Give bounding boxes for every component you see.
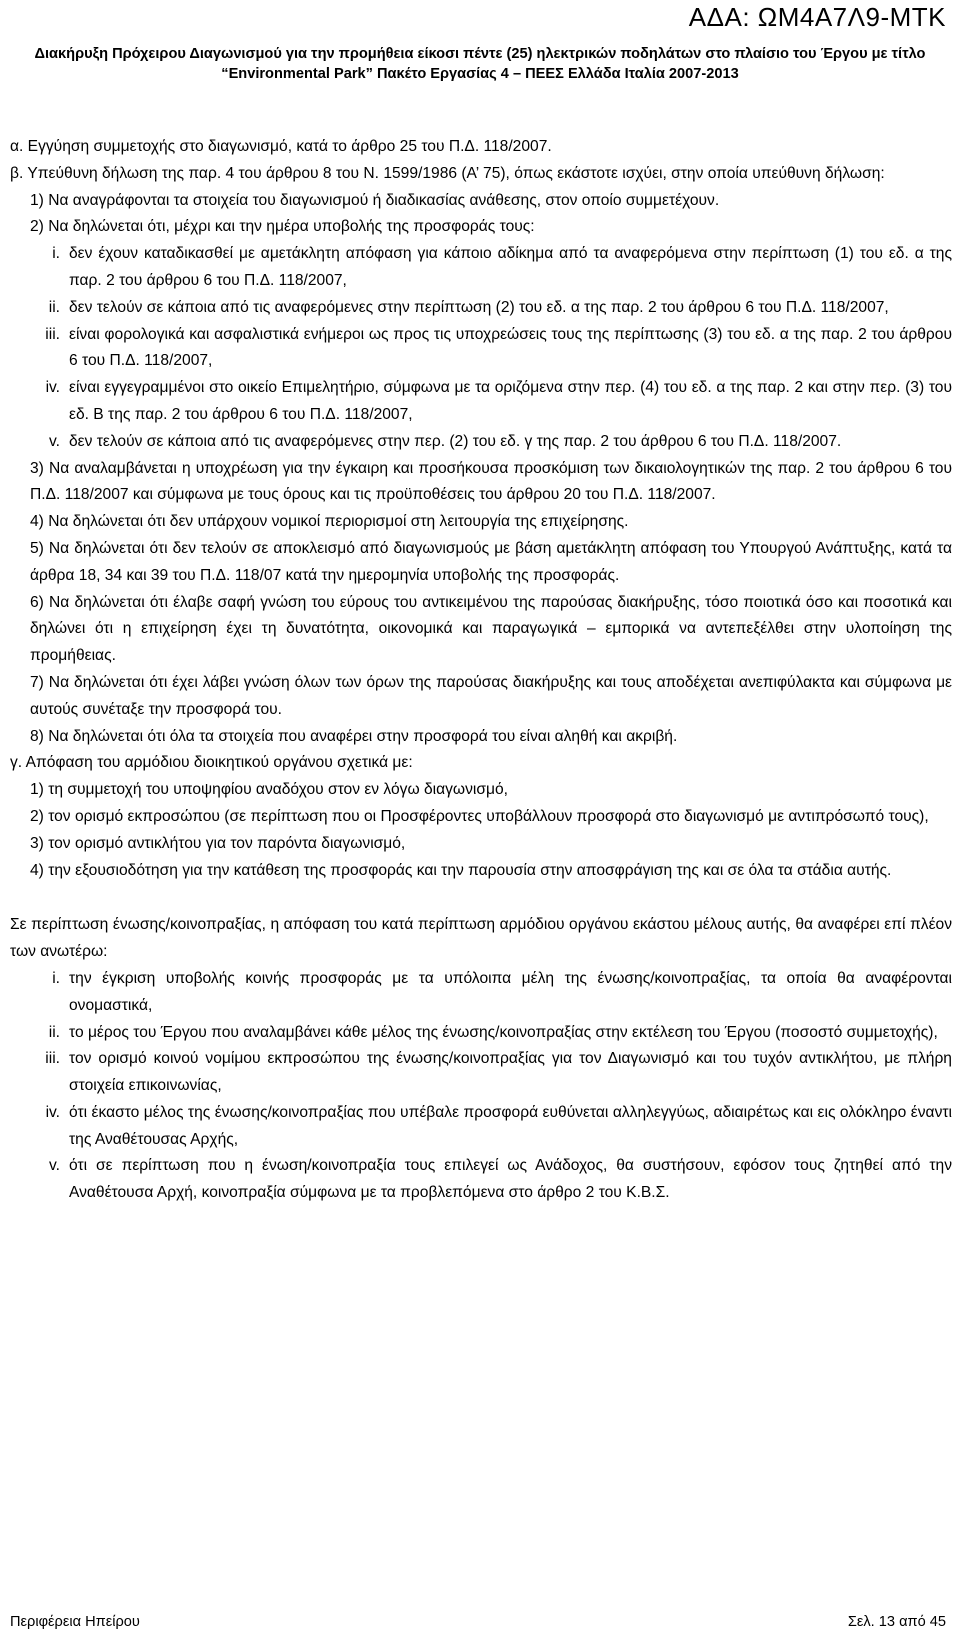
footer-page-number: Σελ. 13 από 45 bbox=[847, 1614, 946, 1630]
list-item-number: i. bbox=[52, 245, 60, 263]
list-item-text: είναι φορολογικά και ασφαλιστικά ενήμεροι ως προς τις υποχρεώσεις τους της περίπτωσης (3) του εδ. α της παρ. 2 του άρθρου 6 του Π.Δ. 118/2007, bbox=[69, 325, 952, 370]
list-item-text: το μέρος του Έργου που αναλαμβάνει κάθε μέλος της ένωσης/κοινοπραξίας στην εκτέλεση του Έργου (ποσοστό συμμετοχής), bbox=[69, 1023, 938, 1041]
list-item-text: ότι έκαστο μέλος της ένωσης/κοινοπραξίας που υπέβαλε προσφορά ευθύνεται αλληλεγγύως, αδιαιρέτως και εις ολόκληρο έναντι της Αναθέτουσας Αρχής, bbox=[69, 1103, 952, 1148]
joint-list bbox=[10, 966, 952, 1207]
list-item bbox=[10, 375, 952, 429]
joint-venture-paragraph: Σε περίπτωση ένωσης/κοινοπραξίας, η απόφαση του κατά περίπτωση αρμόδιου οργάνου εκάστου μέλους αυτής, θα αναφέρει επί πλέον των ανωτέρω: bbox=[10, 916, 952, 961]
item-b8: 8) Να δηλώνεται ότι όλα τα στοιχεία που αναφέρει στην προσφορά του είναι αληθή και ακριβή. bbox=[30, 727, 678, 745]
list-item bbox=[10, 429, 952, 456]
b2-list bbox=[10, 241, 952, 455]
list-item-number: iii. bbox=[45, 325, 60, 343]
ada-code: ΑΔΑ: ΩΜ4Α7Λ9-ΜΤΚ bbox=[688, 2, 946, 32]
list-item-text: δεν τελούν σε κάποια από τις αναφερόμενες στην περίπτωση (2) του εδ. α της παρ. 2 του άρθρου 6 του Π.Δ. 118/2007, bbox=[69, 298, 889, 316]
item-c: γ. Απόφαση του αρμόδιου διοικητικού οργάνου σχετικά με: bbox=[10, 754, 413, 772]
footer-organization: Περιφέρεια Ηπείρου bbox=[10, 1614, 140, 1630]
item-b: β. Υπεύθυνη δήλωση της παρ. 4 του άρθρου 8 του Ν. 1599/1986 (Α’ 75), όπως εκάστοτε ισχύει, στην οποία υπεύθυνη δήλωση: bbox=[10, 164, 885, 182]
list-item bbox=[10, 966, 952, 1020]
list-item bbox=[10, 1153, 952, 1207]
document-header bbox=[0, 44, 960, 84]
list-item-number: iv. bbox=[45, 1103, 60, 1121]
item-a: α. Εγγύηση συμμετοχής στο διαγωνισμό, κατά το άρθρο 25 του Π.Δ. 118/2007. bbox=[10, 138, 552, 155]
item-b7: 7) Να δηλώνεται ότι έχει λάβει γνώση όλων των όρων της παρούσας διακήρυξης και τους αποδέχεται ανεπιφύλακτα και σύμφωνα με αυτούς συνέταξε την προσφορά του. bbox=[30, 673, 952, 718]
list-item bbox=[10, 1020, 952, 1047]
list-item-number: v. bbox=[49, 1157, 60, 1175]
list-item bbox=[10, 241, 952, 295]
item-c2: 2) τον ορισμό εκπροσώπου (σε περίπτωση που οι Προσφέροντες υποβάλλουν προσφορά στο διαγωνισμό με αντιπρόσωπό τους), bbox=[30, 807, 929, 825]
list-item-text: δεν τελούν σε κάποια από τις αναφερόμενες στην περ. (2) του εδ. γ της παρ. 2 του άρθρου 6 του Π.Δ. 118/2007. bbox=[69, 432, 842, 450]
list-item-text: την έγκριση υποβολής κοινής προσφοράς με τα υπόλοιπα μέλη της ένωσης/κοινοπραξίας, τα οποία θα αναφέρονται ονομαστικά, bbox=[69, 969, 952, 1014]
item-b5: 5) Να δηλώνεται ότι δεν τελούν σε αποκλεισμό από διαγωνισμούς με βάση αμετάκλητη απόφαση του Υπουργού Ανάπτυξης, κατά τα άρθρα 18, 34 και 39 του Π.Δ. 118/07 κατά την ημερομηνία υποβολής της προσφοράς. bbox=[30, 539, 952, 584]
item-c4: 4) την εξουσιοδότηση για την κατάθεση της προσφοράς και την παρουσία στην αποσφράγιση της και σε όλα τα στάδια αυτής. bbox=[30, 861, 892, 879]
item-b1: 1) Να αναγράφονται τα στοιχεία του διαγωνισμού ή διαδικασίας ανάθεσης, στον οποίο συμμετέχουν. bbox=[30, 191, 720, 209]
list-item-number: v. bbox=[49, 432, 60, 450]
item-b4: 4) Να δηλώνεται ότι δεν υπάρχουν νομικοί περιορισμοί στη λειτουργία της επιχείρησης. bbox=[30, 513, 629, 531]
item-b6: 6) Να δηλώνεται ότι έλαβε σαφή γνώση του εύρους του αντικειμένου της παρούσας διακήρυξης, τόσο ποιοτικά όσο και ποσοτικά και δηλώνει ότι η επιχείρηση έχει τη δυνατότητα, οικονομικά και παραγωγικά – εμπορικά να αντεπεξέλθει στην υλοποίηση της προμήθειας. bbox=[30, 593, 952, 665]
item-b2: 2) Να δηλώνεται ότι, μέχρι και την ημέρα υποβολής της προσφοράς τους: bbox=[30, 218, 535, 236]
list-item-number: ii. bbox=[48, 298, 60, 316]
list-item-text: είναι εγγεγραμμένοι στο οικείο Επιμελητήριο, σύμφωνα με τα οριζόμενα στην περ. (4) του εδ. α της παρ. 2 και στην περ. (3) του εδ. Β της παρ. 2 του άρθρου 6 του Π.Δ. 118/2007, bbox=[69, 379, 952, 423]
item-c1: 1) τη συμμετοχή του υποψηφίου αναδόχου στον εν λόγω διαγωνισμό, bbox=[30, 781, 508, 799]
list-item bbox=[10, 1100, 952, 1154]
list-item bbox=[10, 322, 952, 376]
list-item-text: δεν έχουν καταδικασθεί με αμετάκλητη απόφαση για κάποιο αδίκημα από τα αναφερόμενα στην περίπτωση (1) του εδ. α της παρ. 2 του άρθρου 6 του Π.Δ. 118/2007, bbox=[69, 245, 952, 289]
item-c3: 3) τον ορισμό αντικλήτου για τον παρόντα διαγωνισμό, bbox=[30, 834, 406, 852]
document-body bbox=[10, 134, 952, 1207]
list-item-number: ii. bbox=[48, 1023, 60, 1041]
item-b3: 3) Να αναλαμβάνεται η υποχρέωση για την έγκαιρη και προσήκουσα προσκόμιση των δικαιολογητικών της παρ. 2 του άρθρου 6 του Π.Δ. 118/2007 και σύμφωνα με τους όρους και τις προϋποθέσεις του άρθρου 20 του Π.Δ. 118/2007. bbox=[30, 459, 952, 504]
list-item bbox=[10, 1046, 952, 1100]
list-item-text: ότι σε περίπτωση που η ένωση/κοινοπραξία τους επιλεγεί ως Ανάδοχος, θα συστήσουν, εφόσον τους ζητηθεί από την Αναθέτουσα Αρχή, κοινοπραξία σύμφωνα με τα προβλεπόμενα στο άρθρο 2 του Κ.Β.Σ. bbox=[69, 1157, 952, 1202]
header-line-1: Διακήρυξη Πρόχειρου Διαγωνισμού για την προμήθεια είκοσι πέντε (25) ηλεκτρικών ποδηλάτων στο πλαίσιο του Έργου με τίτλο bbox=[34, 46, 926, 62]
header-line-2: “Environmental Park” Πακέτο Εργασίας 4 – ΠΕΕΣ Ελλάδα Ιταλία 2007-2013 bbox=[221, 66, 739, 82]
list-item-number: i. bbox=[52, 969, 60, 987]
list-item-number: iv. bbox=[45, 379, 60, 397]
list-item-text: τον ορισμό κοινού νομίμου εκπροσώπου της ένωσης/κοινοπραξίας για τον Διαγωνισμό και του τυχόν αντικλήτου, με πλήρη στοιχεία επικοινωνίας, bbox=[69, 1050, 952, 1095]
list-item-number: iii. bbox=[45, 1050, 60, 1068]
list-item bbox=[10, 295, 952, 322]
